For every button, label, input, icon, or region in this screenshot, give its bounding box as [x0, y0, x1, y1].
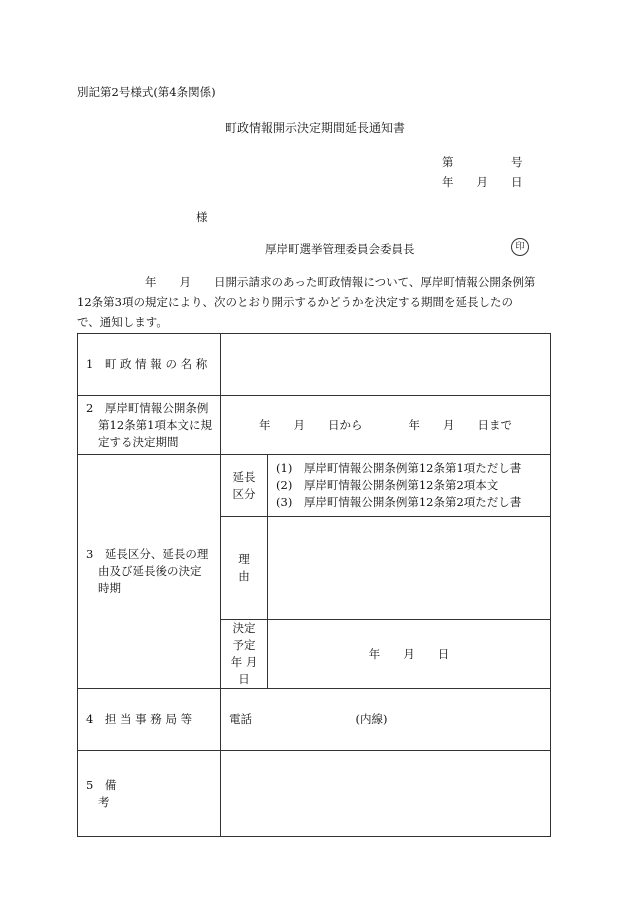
- document-date: 年 月 日: [442, 175, 523, 189]
- remarks-label: 5 備 考: [78, 751, 221, 837]
- recipient-suffix: 様: [196, 210, 208, 224]
- extension-division-options[interactable]: [268, 455, 551, 517]
- seal-mark: 印: [511, 238, 529, 256]
- form-table: [77, 333, 551, 837]
- document-number: 第 号: [442, 155, 523, 169]
- row-remarks: [78, 751, 551, 837]
- office-label: 4 担 当 事 務 局 等: [78, 689, 221, 751]
- body-line-1: 年 月 日開示請求のあった町政情報について、厚岸町情報公開条例第: [145, 275, 536, 289]
- row-office: [78, 689, 551, 751]
- option-1[interactable]: (1) 厚岸町情報公開条例第12条第1項ただし書: [276, 461, 522, 475]
- option-3[interactable]: (3) 厚岸町情報公開条例第12条第2項ただし書: [276, 495, 522, 509]
- row-extension-division: [78, 455, 551, 517]
- option-2[interactable]: (2) 厚岸町情報公開条例第12条第2項本文: [276, 478, 499, 492]
- extension-division-label: 延長区分: [221, 455, 268, 517]
- reason-field[interactable]: [268, 517, 551, 620]
- decision-period-label: 2 厚岸町情報公開条例第12条第1項本文に規定する決定期間: [78, 396, 221, 455]
- body-line-3: で、通知します。: [77, 315, 168, 329]
- row-info-name: [78, 334, 551, 396]
- info-name-label: 1 町 政 情 報 の 名 称: [78, 334, 221, 396]
- row-decision-period: [78, 396, 551, 455]
- office-phone-field[interactable]: 電話 (内線): [221, 689, 551, 751]
- schedule-label: 決定予定 年 月 日: [221, 620, 268, 689]
- decision-period-value[interactable]: 年 月 日から 年 月 日まで: [221, 396, 551, 455]
- body-line-2: 12条第3項の規定により、次のとおり開示するかどうかを決定する期間を延長したの: [77, 295, 513, 309]
- remarks-field[interactable]: [221, 751, 551, 837]
- body-text: [77, 272, 555, 332]
- form-id: 別記第2号様式(第4条関係): [77, 85, 216, 99]
- document-title: 町政情報開示決定期間延長通知書: [224, 121, 405, 135]
- reason-label: 理 由: [221, 517, 268, 620]
- info-name-field[interactable]: [221, 334, 551, 396]
- extension-label: 3 延長区分、延長の理由及び延長後の決定時期: [78, 455, 221, 689]
- schedule-value[interactable]: 年 月 日: [268, 620, 551, 689]
- sender-name: 厚岸町選挙管理委員会委員長: [265, 242, 415, 256]
